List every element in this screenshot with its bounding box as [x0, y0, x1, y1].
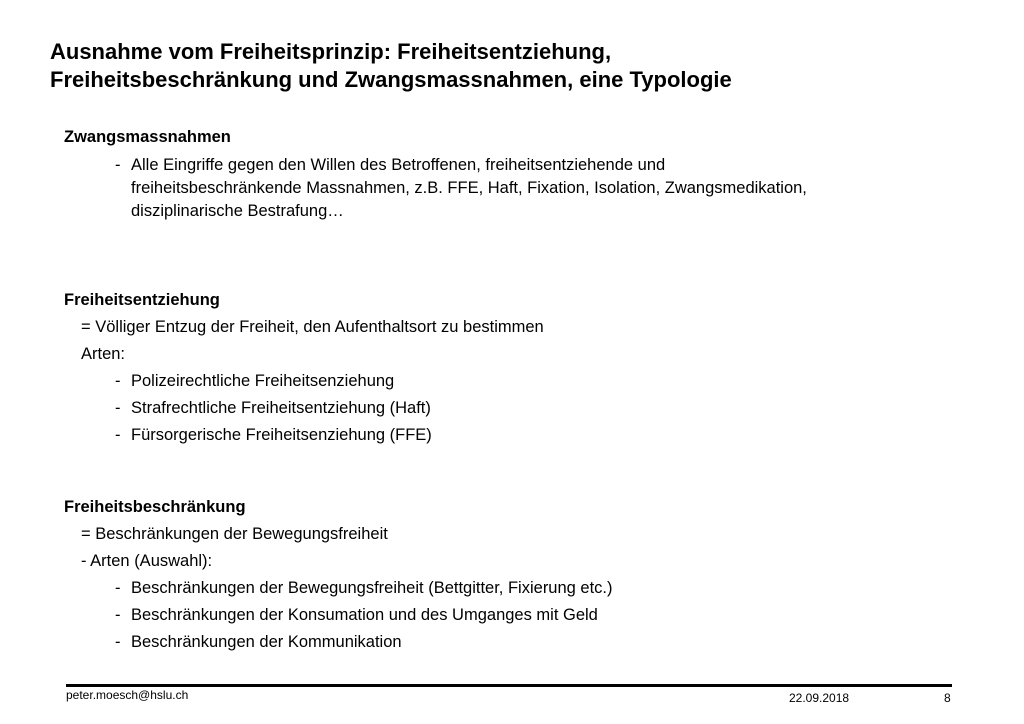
list-item: Strafrechtliche Freiheitsentziehung (Haft) — [131, 399, 431, 417]
list-item: Polizeirechtliche Freiheitsenziehung — [131, 372, 395, 390]
list-item: Beschränkungen der Kommunikation — [131, 633, 402, 651]
bullet-dash: - — [115, 426, 121, 444]
freiheitsbeschraenkung-arten-label: - Arten (Auswahl): — [81, 552, 213, 570]
list-item: Beschränkungen der Konsumation und des Umganges mit Geld — [131, 606, 598, 624]
description-line-2: freiheitsbeschränkende Massnahmen, z.B. FFE, Haft, Fixation, Isolation, Zwangsmedikation, — [131, 179, 807, 197]
zwangsmassnahmen-description — [131, 154, 961, 223]
footer-page-number: 8 — [944, 691, 951, 705]
freiheitsentziehung-arten-label: Arten: — [81, 345, 126, 363]
bullet-dash: - — [115, 606, 121, 624]
freiheitsbeschraenkung-definition: = Beschränkungen der Bewegungsfreiheit — [81, 525, 388, 543]
heading-freiheitsbeschraenkung: Freiheitsbeschränkung — [64, 498, 246, 516]
bullet-dash: - — [115, 156, 121, 174]
bullet-dash: - — [115, 372, 121, 390]
heading-freiheitsentziehung: Freiheitsentziehung — [64, 291, 220, 309]
list-item: Beschränkungen der Bewegungsfreiheit (Bettgitter, Fixierung etc.) — [131, 579, 613, 597]
footer-date: 22.09.2018 — [789, 691, 850, 705]
slide-title — [50, 38, 990, 94]
bullet-dash: - — [115, 633, 121, 651]
slide-title-line-2: Freiheitsbeschränkung und Zwangsmassnahmen, eine Typologie — [50, 67, 732, 92]
heading-zwangsmassnahmen: Zwangsmassnahmen — [64, 128, 231, 146]
slide-title-line-1: Ausnahme vom Freiheitsprinzip: Freiheitsentziehung, — [50, 39, 612, 64]
footer-divider — [66, 684, 952, 687]
description-line-1: Alle Eingriffe gegen den Willen des Betroffenen, freiheitsentziehende und — [131, 156, 666, 174]
description-line-3: disziplinarische Bestrafung… — [131, 202, 344, 220]
bullet-dash: - — [115, 399, 121, 417]
list-item: Fürsorgerische Freiheitsenziehung (FFE) — [131, 426, 432, 444]
bullet-dash: - — [115, 579, 121, 597]
freiheitsentziehung-definition: = Völliger Entzug der Freiheit, den Aufenthaltsort zu bestimmen — [81, 318, 544, 336]
footer-email: peter.moesch@hslu.ch — [66, 688, 189, 702]
